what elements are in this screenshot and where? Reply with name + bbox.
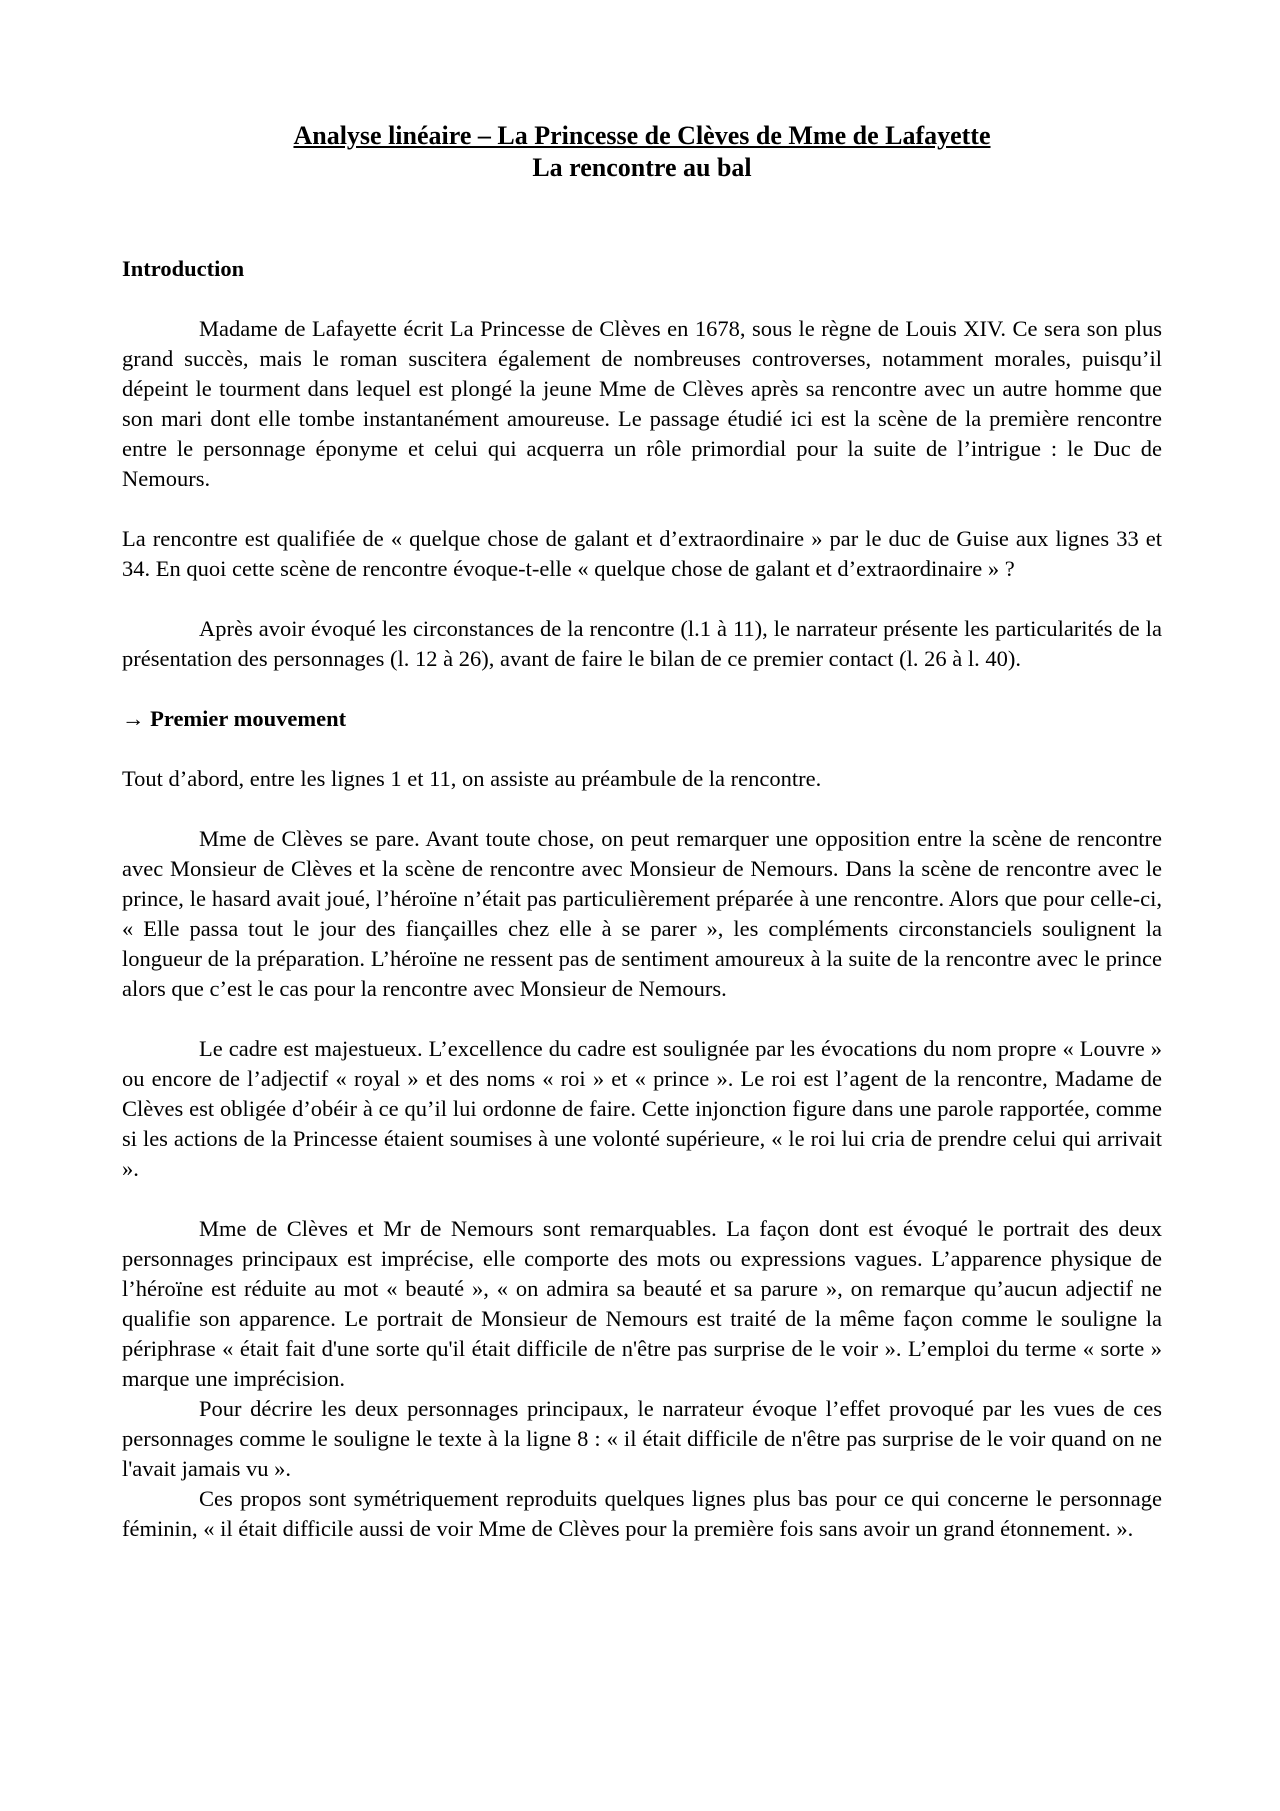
paragraph-intro-3: Après avoir évoqué les circonstances de la rencontre (l.1 à 11), le narrateur présente les particularités de la présentation des personnages (l. 12 à 26), avant de faire le bilan de ce premier contact (l. 26 à l. 40). (122, 616, 1162, 671)
spacer (122, 734, 1162, 764)
paragraph-intro-2: La rencontre est qualifiée de « quelque chose de galant et d’extraordinaire » par le duc de Guise aux lignes 33 et 34. En quoi cette scène de rencontre évoque-t-elle « quelque chose de galant et d’extraordinaire » ? (122, 526, 1162, 581)
spacer (122, 494, 1162, 524)
section-heading-introduction: Introduction (122, 256, 245, 281)
paragraph-movement1-4: Pour décrire les deux personnages principaux, le narrateur évoque l’effet provoqué par les vues de ces personnages comme le souligne le texte à la ligne 8 : « il était difficile de n'être pas surprise de le voir quand on ne l'avait jamais vu ». (122, 1396, 1162, 1481)
paragraph-intro-1: Madame de Lafayette écrit La Princesse de Clèves en 1678, sous le règne de Louis XIV. Ce sera son plus grand succès, mais le roman suscitera également de nombreuses controverses, notamment morales, puisqu’il dépeint le tourment dans lequel est plongé la jeune Mme de Clèves après sa rencontre avec un autre homme que son mari dont elle tombe instantanément amoureuse. Le passage étudié ici est la scène de la première rencontre entre le personnage éponyme et celui qui acquerra un rôle primordial pour la suite de l’intrigue : le Duc de Nemours. (122, 316, 1162, 491)
section-heading-premier-mouvement: → Premier mouvement (122, 706, 347, 731)
document-page (122, 120, 1162, 1544)
paragraph-movement1-intro: Tout d’abord, entre les lignes 1 et 11, on assiste au préambule de la rencontre. (122, 766, 822, 791)
paragraph-movement1-2: Le cadre est majestueux. L’excellence du cadre est soulignée par les évocations du nom propre « Louvre » ou encore de l’adjectif « royal » et des noms « roi » et « prince ». Le roi est l’agent de la rencontre, Madame de Clèves est obligée d’obéir à ce qu’il lui ordonne de faire. Cette injonction figure dans une parole rapportée, comme si les actions de la Princesse étaient soumises à une volonté supérieure, « le roi lui cria de prendre celui qui arrivait ». (122, 1036, 1162, 1181)
document-title: Analyse linéaire – La Princesse de Clèves de Mme de Lafayette (293, 121, 991, 150)
spacer (122, 1184, 1162, 1214)
paragraph-movement1-1: Mme de Clèves se pare. Avant toute chose, on peut remarquer une opposition entre la scène de rencontre avec Monsieur de Clèves et la scène de rencontre avec Monsieur de Nemours. Dans la scène de rencontre avec le prince, le hasard avait joué, l’héroïne n’était pas particulièrement préparée à une rencontre. Alors que pour celle-ci, « Elle passa tout le jour des fiançailles chez elle à se parer », les compléments circonstanciels soulignent la longueur de la préparation. L’héroïne ne ressent pas de sentiment amoureux à la suite de la rencontre avec le prince alors que c’est le cas pour la rencontre avec Monsieur de Nemours. (122, 826, 1162, 1001)
spacer (122, 794, 1162, 824)
spacer (122, 584, 1162, 614)
document-subtitle: La rencontre au bal (532, 153, 752, 182)
paragraph-movement1-5: Ces propos sont symétriquement reproduits quelques lignes plus bas pour ce qui concerne le personnage féminin, « il était difficile aussi de voir Mme de Clèves pour la première fois sans avoir un grand étonnement. ». (122, 1486, 1162, 1541)
spacer (122, 674, 1162, 704)
spacer (122, 1004, 1162, 1034)
spacer (122, 184, 1162, 254)
paragraph-movement1-3: Mme de Clèves et Mr de Nemours sont remarquables. La façon dont est évoqué le portrait des deux personnages principaux est imprécise, elle comporte des mots ou expressions vagues. L’apparence physique de l’héroïne est réduite au mot « beauté », « on admira sa beauté et sa parure », on remarque qu’aucun adjectif ne qualifie son apparence. Le portrait de Monsieur de Nemours est traité de la même façon comme le souligne la périphrase « était fait d'une sorte qu'il était difficile de n'être pas surprise de le voir ». L’emploi du terme « sorte » marque une imprécision. (122, 1216, 1162, 1391)
spacer (122, 284, 1162, 314)
